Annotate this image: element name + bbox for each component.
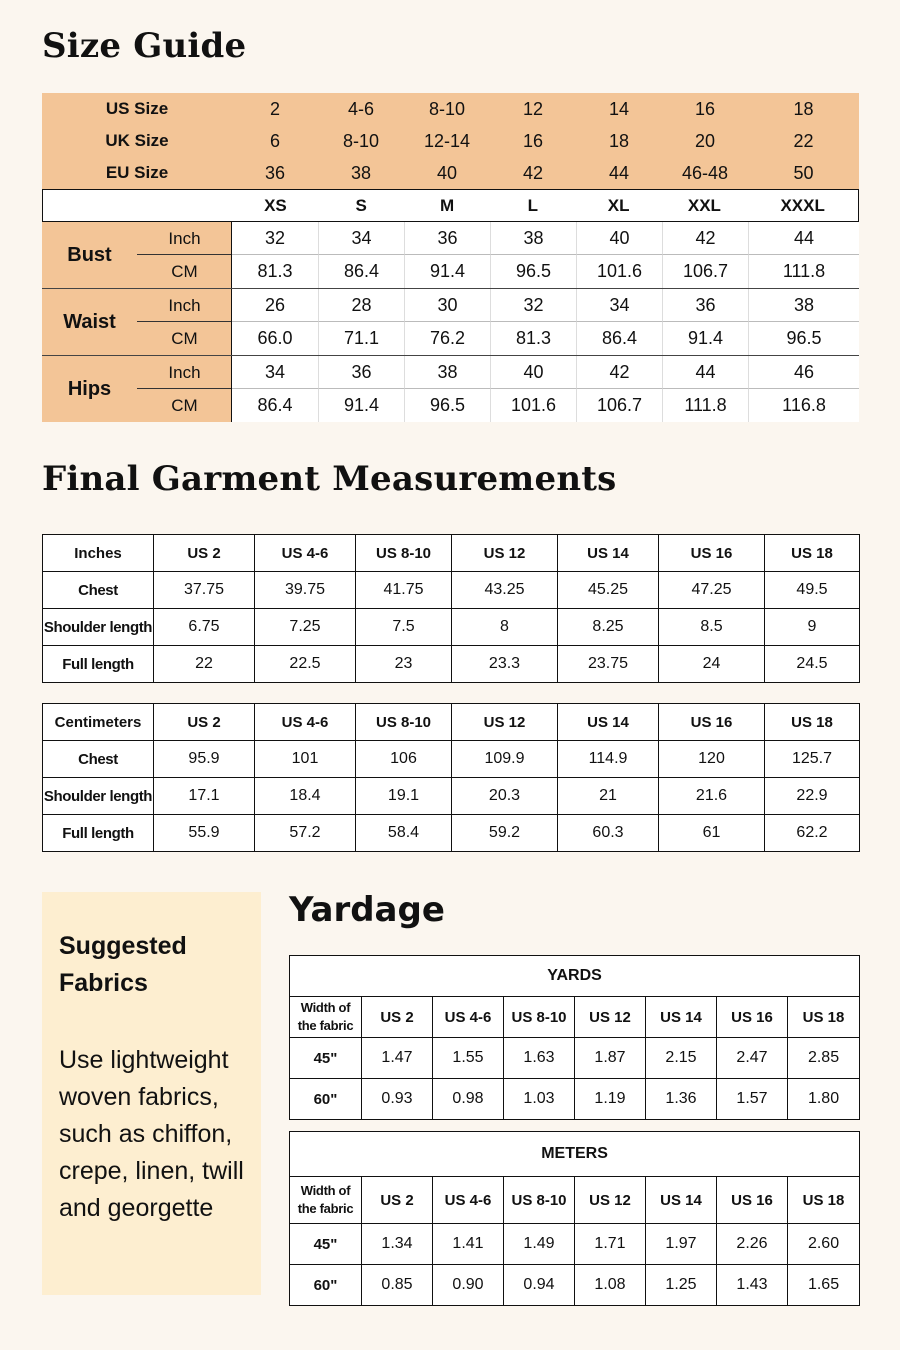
header-cell: US 16 (717, 997, 788, 1038)
header-cell: US 18 (765, 535, 860, 572)
cm-row (232, 322, 859, 355)
bust-section (42, 222, 859, 288)
garment-centimeters-table (42, 703, 860, 852)
header-cell: US 14 (558, 704, 659, 741)
cell: 19.1 (356, 778, 452, 815)
cell: 1.87 (575, 1038, 646, 1079)
unit-inch: Inch (168, 296, 201, 315)
header-cell: US 2 (362, 997, 433, 1038)
cell: 1.63 (504, 1038, 575, 1079)
size-m: M (439, 195, 455, 215)
row-label: Shoulder length (43, 778, 154, 815)
cell: 0.90 (433, 1265, 504, 1306)
cell: 26 (232, 289, 318, 322)
cell: 41.75 (356, 572, 452, 609)
cell: 1.08 (575, 1265, 646, 1306)
cell: 42 (576, 356, 662, 389)
cell: 50 (793, 162, 814, 183)
cell: 46-48 (681, 162, 729, 183)
cell: 44 (748, 222, 859, 255)
cell: 0.85 (362, 1265, 433, 1306)
cell: 0.94 (504, 1265, 575, 1306)
header-cell: US 18 (765, 704, 860, 741)
cell: 8.25 (558, 609, 659, 646)
header-cell: US 4-6 (433, 997, 504, 1038)
cell: 24 (659, 646, 765, 683)
cell: 28 (318, 289, 404, 322)
cell: 49.5 (765, 572, 860, 609)
cell: 55.9 (154, 815, 255, 852)
cell: 23 (356, 646, 452, 683)
row-label: 45" (290, 1224, 362, 1265)
fabrics-title: Suggested Fabrics (59, 932, 187, 997)
cell: 20.3 (452, 778, 558, 815)
header-cell: Centimeters (43, 704, 154, 741)
header-cell: US 2 (362, 1177, 433, 1224)
cell: 2.47 (717, 1038, 788, 1079)
cell: 38 (748, 289, 859, 322)
cell: 46 (748, 356, 859, 389)
row-label: Full length (43, 646, 154, 683)
cell: 1.65 (788, 1265, 860, 1306)
cell: 1.03 (504, 1079, 575, 1120)
hips-section (42, 355, 859, 422)
cell: 40 (576, 222, 662, 255)
table-row (290, 1265, 860, 1306)
size-guide-table (42, 93, 859, 422)
size-guide-title: Size Guide (42, 26, 247, 66)
cell: 116.8 (748, 389, 859, 422)
row-label: 45" (290, 1038, 362, 1079)
table-row (43, 778, 860, 815)
row-label: Shoulder length (43, 609, 154, 646)
caption-row (290, 1132, 860, 1177)
cell: 71.1 (318, 322, 404, 355)
cell: 18.4 (255, 778, 356, 815)
cell: 1.19 (575, 1079, 646, 1120)
table-row (43, 646, 860, 683)
row-label: Chest (43, 741, 154, 778)
row-label: 60" (290, 1265, 362, 1306)
cell: 43.25 (452, 572, 558, 609)
cell: 30 (404, 289, 490, 322)
bust-label: Bust (67, 244, 112, 266)
cell: 34 (318, 222, 404, 255)
row-label: Full length (43, 815, 154, 852)
cell: 32 (232, 222, 318, 255)
cell: 109.9 (452, 741, 558, 778)
hips-label: Hips (67, 378, 112, 400)
cell: 2.26 (717, 1224, 788, 1265)
header-cell: US 18 (788, 1177, 860, 1224)
waist-header (42, 289, 232, 355)
waist-values (232, 289, 859, 355)
caption-row (290, 956, 860, 997)
cell: 66.0 (257, 328, 293, 348)
header-cell: US 4-6 (255, 704, 356, 741)
table-header-row (43, 704, 860, 741)
cell: 44 (608, 162, 630, 183)
garment-title: Final Garment Measurements (42, 459, 617, 499)
cell: 44 (662, 356, 748, 389)
size-xxxl: XXXL (780, 195, 825, 215)
cell: 86.4 (576, 322, 662, 355)
cell: 1.36 (646, 1079, 717, 1120)
cell: 8-10 (342, 130, 380, 151)
cell: 17.1 (154, 778, 255, 815)
table-row (43, 609, 860, 646)
cell: 22.9 (765, 778, 860, 815)
header-cell: US 8-10 (504, 1177, 575, 1224)
cell: 0.93 (362, 1079, 433, 1120)
width-label-line2: the fabric (297, 1201, 354, 1216)
table-row (290, 1038, 860, 1079)
row-label: EU Size (105, 163, 169, 182)
size-xl: XL (607, 195, 630, 215)
cell: 22.5 (255, 646, 356, 683)
cell: 2.85 (788, 1038, 860, 1079)
row-label: UK Size (105, 131, 169, 150)
cell: 59.2 (452, 815, 558, 852)
cell: 38 (404, 356, 490, 389)
size-xxl: XXL (687, 195, 721, 215)
cell: 86.4 (318, 255, 404, 288)
header-cell: US 8-10 (356, 535, 452, 572)
hips-header (42, 356, 232, 422)
cell: 111.8 (748, 255, 859, 288)
cell: 6.75 (154, 609, 255, 646)
cell: 18 (608, 130, 630, 151)
unit-cm: CM (171, 396, 198, 415)
cell: 86.4 (257, 395, 293, 415)
yards-caption: YARDS (290, 956, 860, 997)
unit-cm: CM (171, 262, 198, 281)
row-label: US Size (105, 99, 169, 118)
row-label: Chest (43, 572, 154, 609)
meters-caption: METERS (290, 1132, 860, 1177)
header-cell: US 14 (646, 997, 717, 1038)
cell: 125.7 (765, 741, 860, 778)
cell: 95.9 (154, 741, 255, 778)
cell: 0.98 (433, 1079, 504, 1120)
garment-inches-table (42, 534, 860, 683)
width-label-line1: Width of (300, 1183, 351, 1198)
cell: 16 (522, 130, 544, 151)
yardage-title: Yardage (289, 890, 445, 930)
unit-inch: Inch (168, 229, 201, 248)
cell: 39.75 (255, 572, 356, 609)
table-header-row (290, 997, 860, 1038)
cell: 21.6 (659, 778, 765, 815)
cell: 6 (269, 130, 280, 151)
cell: 58.4 (356, 815, 452, 852)
fabrics-text: Use lightweight woven fabrics, such as chiffon, crepe, linen, twill and georgette (59, 1046, 244, 1222)
cell: 42 (522, 162, 544, 183)
table-row (43, 815, 860, 852)
header-cell: US 2 (154, 704, 255, 741)
cell: 106.7 (662, 255, 748, 288)
header-cell: US 16 (717, 1177, 788, 1224)
cell: 91.4 (662, 322, 748, 355)
width-of-fabric-header (290, 997, 362, 1038)
cell: 38 (490, 222, 576, 255)
cell: 22 (154, 646, 255, 683)
cell: 101.6 (576, 255, 662, 288)
waist-label: Waist (63, 311, 116, 333)
bust-header (42, 222, 232, 288)
cell: 1.25 (646, 1265, 717, 1306)
header-cell: US 14 (558, 535, 659, 572)
cell: 1.55 (433, 1038, 504, 1079)
size-s: S (355, 195, 367, 215)
cell: 36 (318, 356, 404, 389)
us-size-row (42, 93, 859, 125)
cell: 34 (576, 289, 662, 322)
unit-cm: CM (171, 329, 198, 348)
cm-row (232, 389, 859, 422)
row-label: 60" (290, 1079, 362, 1120)
header-cell: US 12 (452, 704, 558, 741)
header-cell: US 12 (452, 535, 558, 572)
inch-row (232, 289, 859, 322)
width-label-line1: Width of (300, 1000, 351, 1015)
cell: 2.15 (646, 1038, 717, 1079)
width-of-fabric-header (290, 1177, 362, 1224)
cell: 1.80 (788, 1079, 860, 1120)
cell: 21 (558, 778, 659, 815)
cell: 111.8 (662, 389, 748, 422)
inch-row (232, 356, 859, 389)
cell: 101.6 (490, 389, 576, 422)
cell: 36 (264, 162, 286, 183)
table-row (290, 1224, 860, 1265)
waist-section (42, 288, 859, 355)
cell: 9 (765, 609, 860, 646)
meters-table (289, 1131, 860, 1306)
cell: 2.60 (788, 1224, 860, 1265)
cell: 81.3 (257, 261, 293, 281)
cell: 32 (490, 289, 576, 322)
cell: 36 (404, 222, 490, 255)
cell: 60.3 (558, 815, 659, 852)
inch-row (232, 222, 859, 255)
cell: 22 (793, 130, 814, 151)
size-xs: XS (264, 195, 287, 215)
cell: 62.2 (765, 815, 860, 852)
header-cell: US 4-6 (433, 1177, 504, 1224)
header-cell: US 8-10 (504, 997, 575, 1038)
cell: 8-10 (428, 98, 466, 119)
cell: 1.43 (717, 1265, 788, 1306)
size-l: L (527, 195, 539, 215)
width-label-line2: the fabric (297, 1018, 354, 1033)
cell: 47.25 (659, 572, 765, 609)
header-cell: Inches (43, 535, 154, 572)
header-cell: US 18 (788, 997, 860, 1038)
cell: 101 (255, 741, 356, 778)
eu-size-row (42, 157, 859, 189)
header-cell: US 4-6 (255, 535, 356, 572)
cell: 45.25 (558, 572, 659, 609)
header-cell: US 16 (659, 704, 765, 741)
cell: 1.97 (646, 1224, 717, 1265)
header-cell: US 12 (575, 997, 646, 1038)
table-row (290, 1079, 860, 1120)
cell: 91.4 (318, 389, 404, 422)
cell: 12-14 (423, 130, 471, 151)
cell: 61 (659, 815, 765, 852)
cell: 1.47 (362, 1038, 433, 1079)
header-cell: US 14 (646, 1177, 717, 1224)
table-header-row (43, 535, 860, 572)
cell: 91.4 (404, 255, 490, 288)
cell: 1.41 (433, 1224, 504, 1265)
cell: 2 (269, 98, 280, 119)
cell: 8.5 (659, 609, 765, 646)
hips-values (232, 356, 859, 422)
cell: 76.2 (404, 322, 490, 355)
cell: 114.9 (558, 741, 659, 778)
table-header-row (290, 1177, 860, 1224)
cell: 16 (694, 98, 716, 119)
cell: 23.3 (452, 646, 558, 683)
cell: 1.71 (575, 1224, 646, 1265)
cell: 106.7 (576, 389, 662, 422)
cell: 40 (490, 356, 576, 389)
cell: 12 (522, 98, 544, 119)
cell: 40 (436, 162, 458, 183)
cell: 4-6 (347, 98, 374, 119)
cell: 96.5 (748, 322, 859, 355)
cell: 38 (350, 162, 372, 183)
cell: 37.75 (154, 572, 255, 609)
cell: 36 (662, 289, 748, 322)
cell: 20 (694, 130, 716, 151)
header-cell: US 12 (575, 1177, 646, 1224)
cell: 96.5 (490, 255, 576, 288)
cm-row (232, 255, 859, 288)
cell: 23.75 (558, 646, 659, 683)
yards-table (289, 955, 860, 1120)
cell: 1.49 (504, 1224, 575, 1265)
cell: 120 (659, 741, 765, 778)
cell: 42 (662, 222, 748, 255)
cell: 14 (608, 98, 630, 119)
cell: 1.57 (717, 1079, 788, 1120)
cell: 34 (232, 356, 318, 389)
cell: 7.25 (255, 609, 356, 646)
cell: 18 (793, 98, 814, 119)
unit-inch: Inch (168, 363, 201, 382)
cell: 24.5 (765, 646, 860, 683)
table-row (43, 741, 860, 778)
table-row (43, 572, 860, 609)
cell: 81.3 (490, 322, 576, 355)
cell: 8 (452, 609, 558, 646)
suggested-fabrics-panel (42, 892, 261, 1295)
letter-size-row (42, 189, 859, 222)
cell: 7.5 (356, 609, 452, 646)
cell: 106 (356, 741, 452, 778)
header-cell: US 16 (659, 535, 765, 572)
header-cell: US 2 (154, 535, 255, 572)
header-cell: US 8-10 (356, 704, 452, 741)
cell: 57.2 (255, 815, 356, 852)
bust-values (232, 222, 859, 288)
cell: 96.5 (404, 389, 490, 422)
uk-size-row (42, 125, 859, 157)
cell: 1.34 (362, 1224, 433, 1265)
